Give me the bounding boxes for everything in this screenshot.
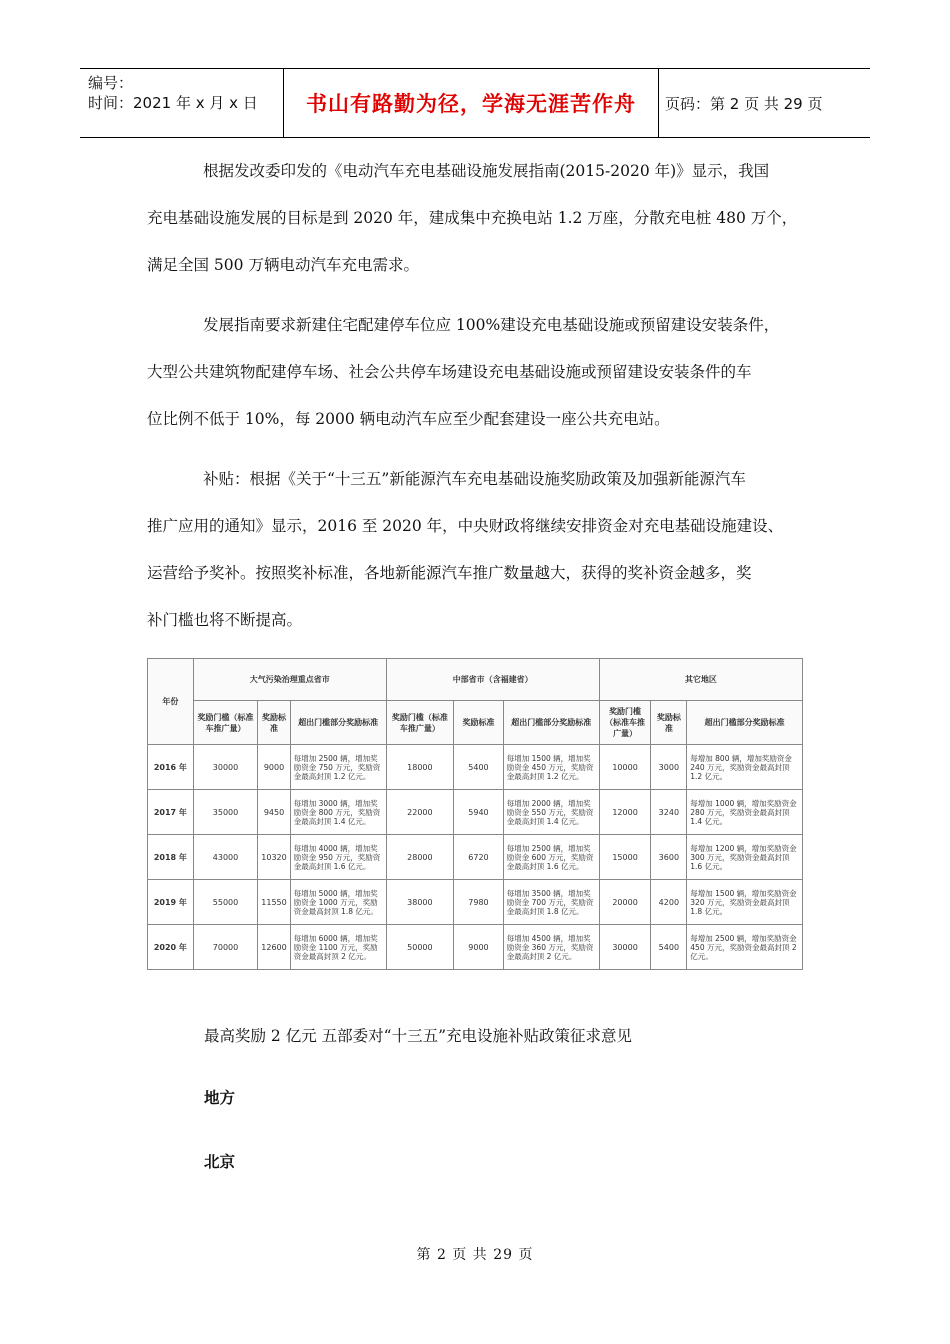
date-label: 时间：2021 年 x 月 x 日 [88,94,258,112]
year-cell: 2019 年 [148,880,194,925]
table-cell: 70000 [193,925,258,970]
group-header: 大气污染治理重点省市 [193,659,386,701]
paragraph-line: 大型公共建筑物配建停车场、社会公共停车场建设充电基础设施或预留建设安装条件的车 [147,363,752,381]
paragraph-line: 满足全国 500 万辆电动汽车充电需求。 [147,256,419,274]
paragraph-line: 发展指南要求新建住宅配建停车位应 100%建设充电基础设施或预留建设安装条件， [203,316,780,334]
subheader: 奖励标准 [651,701,687,745]
table-cell: 9450 [258,790,290,835]
table-cell: 30000 [193,745,258,790]
table-cell: 每增加 800 辆，增加奖励资金 240 万元，奖励资金最高封顶 1.2 亿元。 [687,745,803,790]
table-cell: 每增加 2500 辆，增加奖励资金 750 万元，奖励资金最高封顶 1.2 亿元。 [290,745,386,790]
table-cell: 每增加 3500 辆，增加奖励资金 700 万元，奖励资金最高封顶 1.8 亿元。 [503,880,599,925]
table-cell: 38000 [386,880,453,925]
table-cell: 6720 [454,835,504,880]
table-cell: 每增加 4000 辆，增加奖励资金 950 万元，奖励资金最高封顶 1.6 亿元。 [290,835,386,880]
table-cell: 10000 [599,745,651,790]
table-cell: 35000 [193,790,258,835]
header-meta [80,69,283,137]
year-cell: 2016 年 [148,745,194,790]
table-cell: 每增加 1500 辆，增加奖励资金 450 万元，奖励资金最高封顶 1.2 亿元。 [503,745,599,790]
table-row [148,790,803,835]
table-cell: 5940 [454,790,504,835]
table-row [148,880,803,925]
subsidy-table-image [147,658,803,970]
paragraph-line: 根据发改委印发的《电动汽车充电基础设施发展指南(2015-2020 年)》显示，我国 [203,162,770,180]
table-cell: 每增加 2500 辆，增加奖励资金 600 万元，奖励资金最高封顶 1.6 亿元。 [503,835,599,880]
table-cell: 5400 [651,925,687,970]
subheader: 奖励门槛（标准车推广量） [386,701,453,745]
table-cell: 每增加 4500 辆，增加奖励资金 360 万元，奖励资金最高封顶 2 亿元。 [503,925,599,970]
table-cell: 28000 [386,835,453,880]
table-cell: 10320 [258,835,290,880]
table-cell: 43000 [193,835,258,880]
table-cell: 50000 [386,925,453,970]
paragraph-line: 补门槛也将不断提高。 [147,611,303,629]
year-header: 年份 [148,659,194,745]
table-row [148,925,803,970]
section-heading: 地方 [204,1088,236,1107]
subheader: 超出门槛部分奖励标准 [290,701,386,745]
table-cell: 7980 [454,880,504,925]
table-cell: 9000 [258,745,290,790]
subheader: 奖励标准 [258,701,290,745]
group-header: 中部省市（含福建省） [386,659,599,701]
table-cell: 每增加 2500 辆，增加奖励资金 450 万元，奖励资金最高封顶 2 亿元。 [687,925,803,970]
table-cell: 5400 [454,745,504,790]
table-cell: 4200 [651,880,687,925]
subheader: 奖励门槛（标准车推广量） [599,701,651,745]
table-cell: 22000 [386,790,453,835]
paragraph-line: 充电基础设施发展的目标是到 2020 年，建成集中充换电站 1.2 万座，分散充电桩 480 万个， [147,209,798,227]
subheader: 超出门槛部分奖励标准 [687,701,803,745]
year-cell: 2018 年 [148,835,194,880]
paragraph-line: 运营给予奖补。按照奖补标准，各地新能源汽车推广数量越大，获得的奖补资金越多，奖 [147,564,752,582]
table-cell: 每增加 2000 辆，增加奖励资金 550 万元，奖励资金最高封顶 1.4 亿元。 [503,790,599,835]
table-row [148,835,803,880]
header-page-info: 页码：第 2 页 共 29 页 [665,94,823,113]
table-cell: 每增加 5000 辆，增加奖励资金 1000 万元，奖励资金最高封顶 1.8 亿元。 [290,880,386,925]
table-cell: 20000 [599,880,651,925]
table-cell: 3600 [651,835,687,880]
table-cell: 55000 [193,880,258,925]
table-row [148,745,803,790]
year-cell: 2017 年 [148,790,194,835]
table-cell: 每增加 1200 辆，增加奖励资金 300 万元，奖励资金最高封顶 1.6 亿元。 [687,835,803,880]
paragraph-line: 推广应用的通知》显示，2016 至 2020 年，中央财政将继续安排资金对充电基础设施建设、 [147,517,784,535]
table-cell: 每增加 3000 辆，增加奖励资金 800 万元，奖励资金最高封顶 1.4 亿元。 [290,790,386,835]
header-motto: 书山有路勤为径，学海无涯苦作舟 [283,69,659,137]
paragraph-guideline [147,148,812,289]
subheader: 奖励标准 [454,701,504,745]
table-cell: 15000 [599,835,651,880]
subheader: 奖励门槛（标准车推广量） [193,701,258,745]
section-heading: 北京 [204,1152,236,1171]
table-cell: 每增加 1000 辆，增加奖励资金 280 万元，奖励资金最高封顶 1.4 亿元。 [687,790,803,835]
page-header [80,68,870,138]
paragraph-requirements [147,302,812,443]
table-cell: 18000 [386,745,453,790]
subsidy-table [147,658,803,970]
paragraph-subsidy [147,456,812,644]
table-cell: 3240 [651,790,687,835]
year-cell: 2020 年 [148,925,194,970]
code-label: 编号： [88,74,134,92]
table-caption: 最高奖励 2 亿元 五部委对“十三五”充电设施补贴政策征求意见 [204,1027,632,1045]
table-cell: 每增加 6000 辆，增加奖励资金 1100 万元，奖励资金最高封顶 2 亿元。 [290,925,386,970]
table-cell: 12600 [258,925,290,970]
table-cell: 11550 [258,880,290,925]
table-cell: 9000 [454,925,504,970]
paragraph-line: 位比例不低于 10%，每 2000 辆电动汽车应至少配套建设一座公共充电站。 [147,410,670,428]
table-cell: 30000 [599,925,651,970]
table-cell: 3000 [651,745,687,790]
paragraph-line: 补贴：根据《关于“十三五”新能源汽车充电基础设施奖励政策及加强新能源汽车 [203,470,746,488]
table-cell: 每增加 1500 辆，增加奖励资金 320 万元，奖励资金最高封顶 1.8 亿元。 [687,880,803,925]
subheader: 超出门槛部分奖励标准 [503,701,599,745]
table-cell: 12000 [599,790,651,835]
page-footer: 第 2 页 共 29 页 [416,1247,534,1263]
group-header: 其它地区 [599,659,802,701]
